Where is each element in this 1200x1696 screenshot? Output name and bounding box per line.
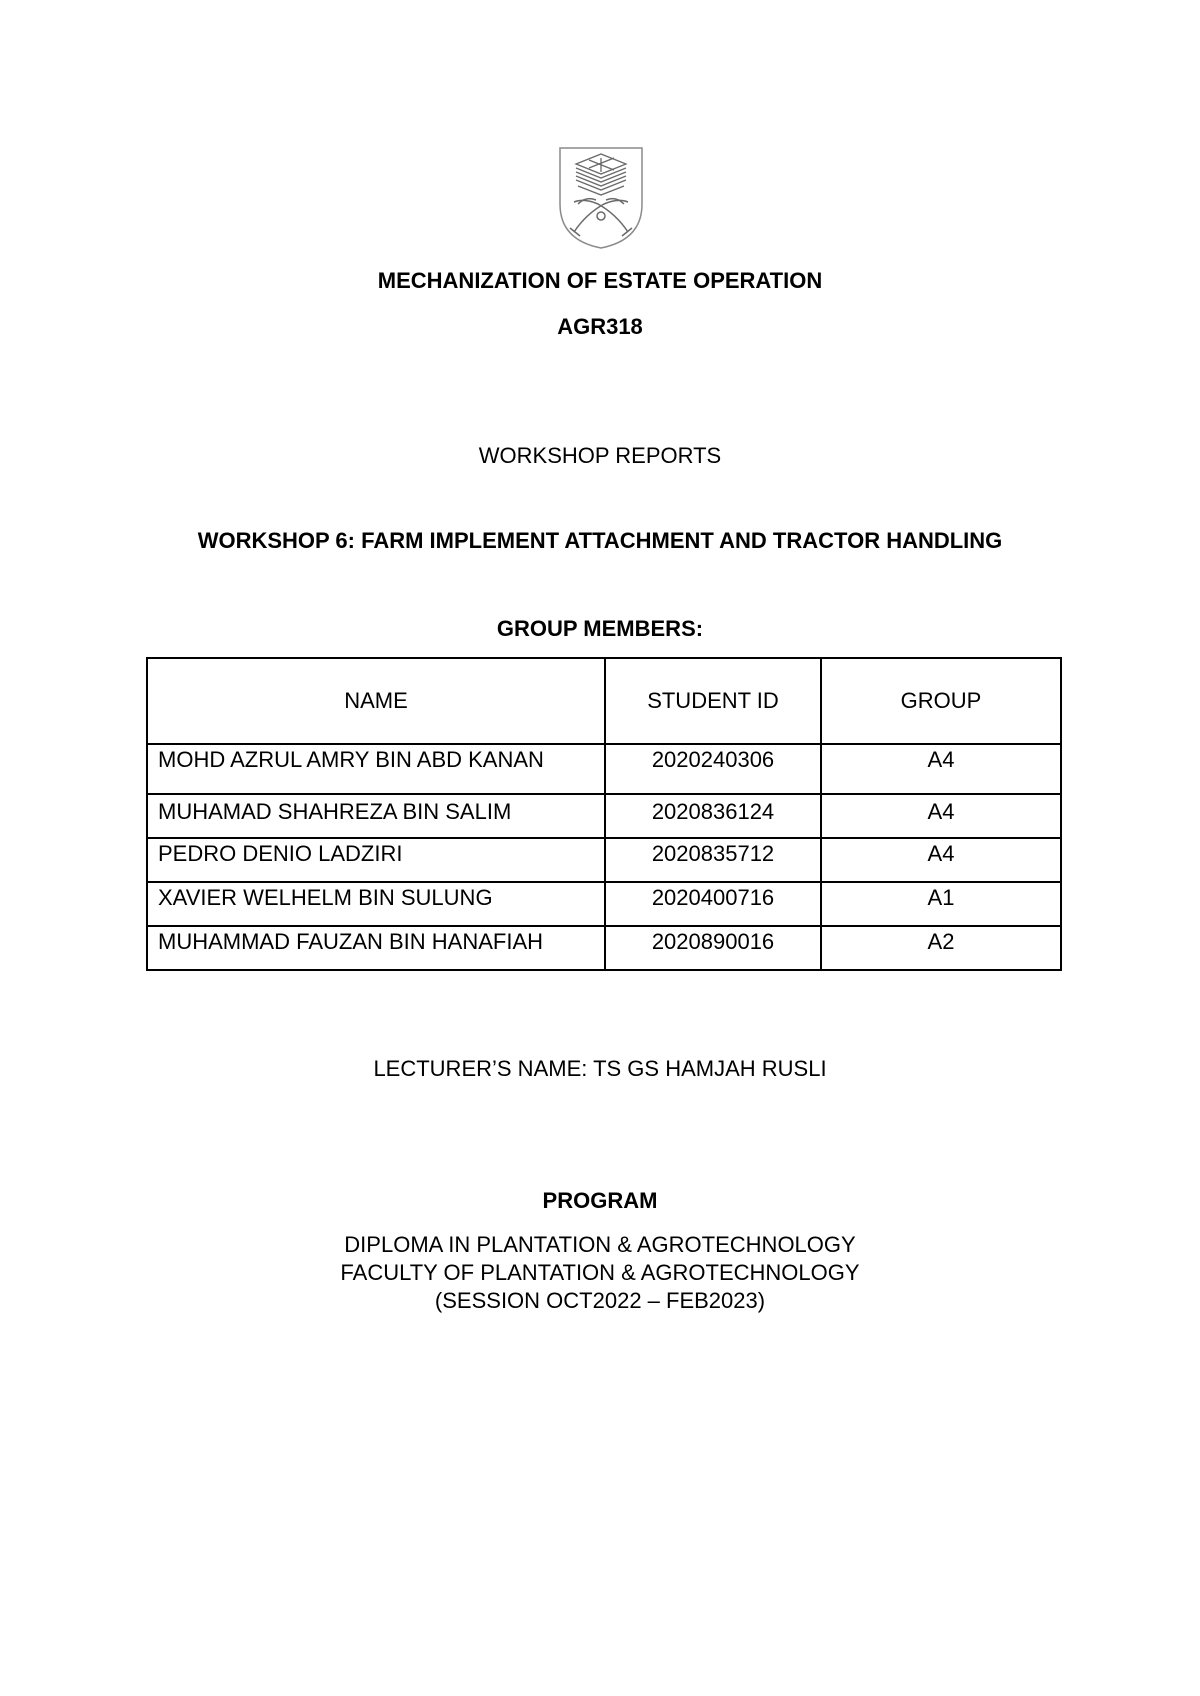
table-row [147, 838, 1061, 882]
table-row [147, 794, 1061, 838]
member-group: A4 [821, 838, 1061, 882]
table-row [147, 744, 1061, 794]
member-student-id: 2020400716 [605, 882, 821, 926]
lecturer-name: LECTURER’S NAME: TS GS HAMJAH RUSLI [373, 1056, 827, 1081]
program-diploma: DIPLOMA IN PLANTATION & AGROTECHNOLOGY [344, 1232, 856, 1257]
member-name: XAVIER WELHELM BIN SULUNG [147, 882, 605, 926]
program-session: (SESSION OCT2022 – FEB2023) [434, 1288, 766, 1313]
program-faculty: FACULTY OF PLANTATION & AGROTECHNOLOGY [340, 1260, 860, 1285]
member-group: A4 [821, 744, 1061, 794]
group-members-table [146, 657, 1062, 971]
member-group: A4 [821, 794, 1061, 838]
course-title: MECHANIZATION OF ESTATE OPERATION [377, 268, 823, 293]
table-header-row [147, 658, 1061, 744]
course-code: AGR318 [557, 314, 643, 339]
member-name: MOHD AZRUL AMRY BIN ABD KANAN [147, 744, 605, 794]
header-group: GROUP [821, 658, 1061, 744]
workshop-title: WORKSHOP 6: FARM IMPLEMENT ATTACHMENT AND TRACTOR HANDLING [197, 528, 1003, 553]
member-name: MUHAMAD SHAHREZA BIN SALIM [147, 794, 605, 838]
member-group: A2 [821, 926, 1061, 970]
member-name: PEDRO DENIO LADZIRI [147, 838, 605, 882]
program-heading: PROGRAM [542, 1188, 658, 1213]
group-members-heading: GROUP MEMBERS: [496, 616, 704, 641]
member-name: MUHAMMAD FAUZAN BIN HANAFIAH [147, 926, 605, 970]
member-student-id: 2020890016 [605, 926, 821, 970]
header-student-id: STUDENT ID [605, 658, 821, 744]
member-group: A1 [821, 882, 1061, 926]
member-student-id: 2020836124 [605, 794, 821, 838]
member-student-id: 2020240306 [605, 744, 821, 794]
report-type: WORKSHOP REPORTS [478, 443, 722, 468]
table-row [147, 926, 1061, 970]
member-student-id: 2020835712 [605, 838, 821, 882]
university-crest-icon [556, 144, 646, 252]
header-name: NAME [147, 658, 605, 744]
table-row [147, 882, 1061, 926]
